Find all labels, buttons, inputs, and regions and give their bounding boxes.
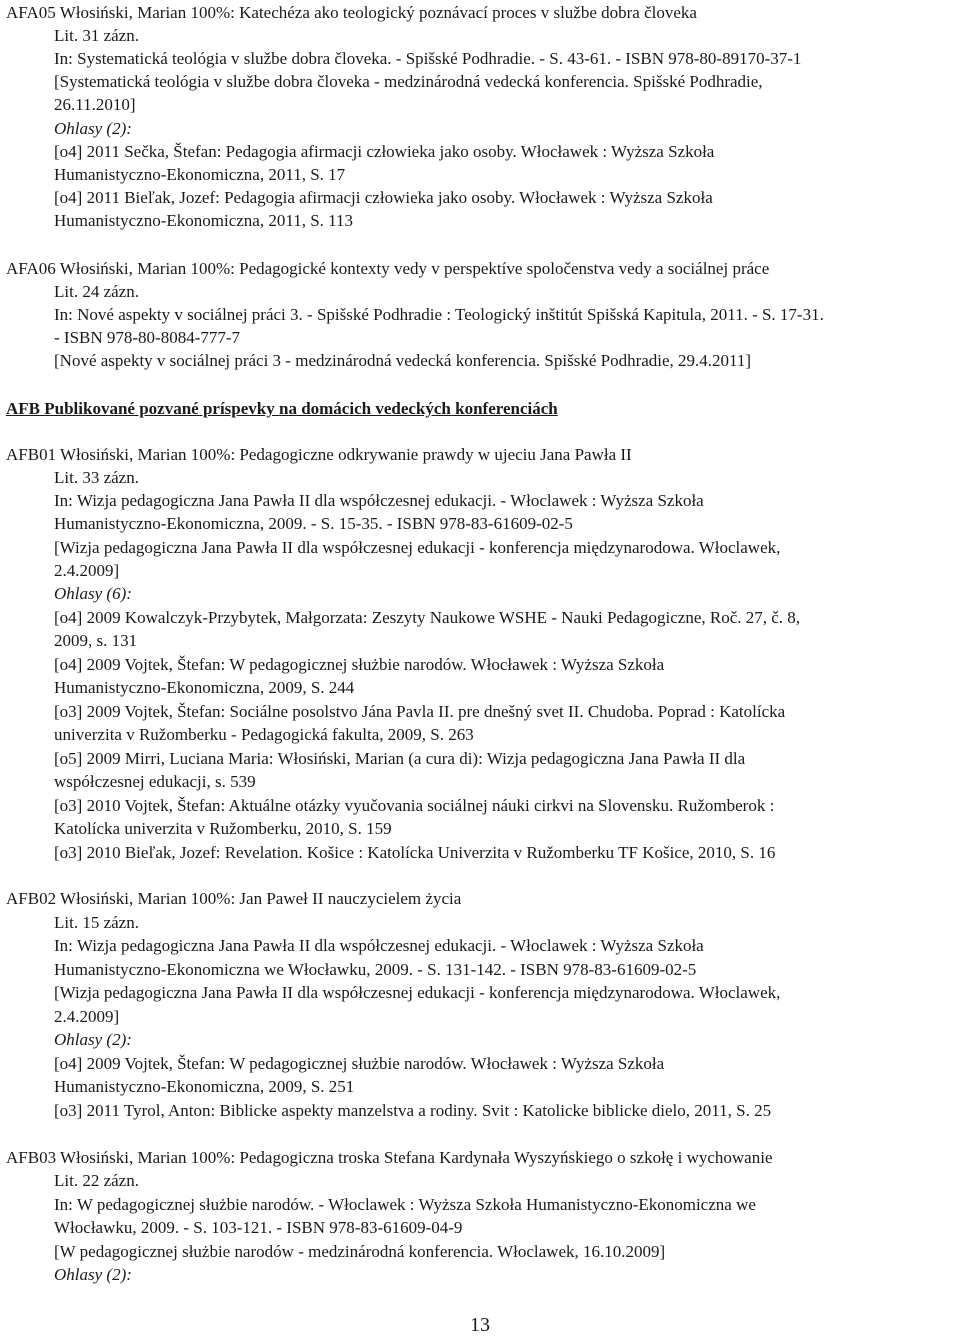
text-line: [o3] 2010 Vojtek, Štefan: Aktuálne otázky vyučovania sociálnej náuki cirkvi na Slovensku. Ružomberok : [54,796,775,815]
text-line: [o3] 2010 Bieľak, Jozef: Revelation. Košice : Katolícka Univerzita v Ružomberku TF Košice, 2010, S. 16 [54,843,776,862]
citations-label: Ohlasy (6): [54,584,132,603]
text-line: [o4] 2009 Vojtek, Štefan: W pedagogicznej służbie narodów. Włocławek : Wyższa Szkoła [54,655,665,674]
text-line: Humanistyczno-Ekonomiczna we Włocławku, 2009. - S. 131-142. - ISBN 978-83-61609-02-5 [54,960,697,979]
text-line: 26.11.2010] [54,95,136,114]
text-line: [o3] 2009 Vojtek, Štefan: Sociálne posolstvo Jána Pavla II. pre dnešný svet II. Chudoba. Poprad : Katolícka [54,702,786,721]
text-line: współczesnej edukacji, s. 539 [54,772,256,791]
text-line: In: Nové aspekty v sociálnej práci 3. - Spišské Podhradie : Teologický inštitút Spišská Kapitula, 2011. - S. 17-31. [54,305,824,324]
text-line: [o4] 2011 Bieľak, Jozef: Pedagogia afirmacji człowieka jako osoby. Włocławek : Wyższa Szkoła [54,188,713,207]
text-line: [o5] 2009 Mirri, Luciana Maria: Włosiński, Marian (a cura di): Wizja pedagogiczna Jana Pawła II dla [54,749,746,768]
text-line: univerzita v Ružomberku - Pedagogická fakulta, 2009, S. 263 [54,725,474,744]
text-line: Lit. 33 zázn. [54,468,139,487]
text-line: Lit. 15 zázn. [54,913,139,932]
text-line: In: Wizja pedagogiczna Jana Pawła II dla współczesnej edukacji. - Włoclawek : Wyższa Szkoła [54,491,704,510]
text-line: 2.4.2009] [54,561,120,580]
text-line: [o4] 2009 Kowalczyk-Przybytek, Małgorzata: Zeszyty Naukowe WSHE - Nauki Pedagogiczne, Roč. 27, č. 8, [54,608,801,627]
text-line: AFA06 Włosiński, Marian 100%: Pedagogické kontexty vedy v perspektíve spoločenstva vedy a sociálnej práce [6,259,770,278]
text-line: Humanistyczno-Ekonomiczna, 2011, S. 17 [54,165,346,184]
text-line: Humanistyczno-Ekonomiczna, 2009, S. 251 [54,1077,355,1096]
citations-label: Ohlasy (2): [54,1265,132,1284]
text-line: [Wizja pedagogiczna Jana Pawła II dla współczesnej edukacji - konferencja międzynarodowa. Włoclawek, [54,983,781,1002]
text-line: [W pedagogicznej służbie narodów - medzinárodná konferencia. Włoclawek, 16.10.2009] [54,1242,666,1261]
citations-label: Ohlasy (2): [54,1030,132,1049]
text-line: Humanistyczno-Ekonomiczna, 2011, S. 113 [54,211,354,230]
text-line: - ISBN 978-80-8084-777-7 [54,328,241,347]
text-line: [Wizja pedagogiczna Jana Pawła II dla współczesnej edukacji - konferencja międzynarodowa. Włoclawek, [54,538,781,557]
text-line: In: Systematická teológia v službe dobra človeka. - Spišské Podhradie. - S. 43-61. - ISBN 978-80-89170-37-1 [54,49,802,68]
text-line: Katolícka univerzita v Ružomberku, 2010, S. 159 [54,819,392,838]
text-line: Włocławku, 2009. - S. 103-121. - ISBN 978-83-61609-04-9 [54,1218,463,1237]
citations-label: Ohlasy (2): [54,119,132,138]
text-line: [Systematická teológia v službe dobra človeka - medzinárodná vedecká konferencia. Spišské Podhradie, [54,72,763,91]
text-line: [o4] 2009 Vojtek, Štefan: W pedagogicznej służbie narodów. Włocławek : Wyższa Szkoła [54,1054,665,1073]
text-line: In: W pedagogicznej służbie narodów. - Włoclawek : Wyższa Szkoła Humanistyczno-Ekonomiczna we [54,1195,756,1214]
text-line: [o3] 2011 Tyrol, Anton: Biblicke aspekty manzelstva a rodiny. Svit : Katolicke biblicke dielo, 2011, S. 25 [54,1101,772,1120]
text-line: [Nové aspekty v sociálnej práci 3 - medzinárodná vedecká konferencia. Spišské Podhradie, 29.4.2011] [54,351,752,370]
text-line: AFB01 Włosiński, Marian 100%: Pedagogiczne odkrywanie prawdy w ujeciu Jana Pawła II [6,445,632,464]
text-line: AFB03 Włosiński, Marian 100%: Pedagogiczna troska Stefana Kardynała Wyszyńskiego o szkołę i wychowanie [6,1148,773,1167]
page-number: 13 [470,1314,490,1336]
text-line: Humanistyczno-Ekonomiczna, 2009. - S. 15-35. - ISBN 978-83-61609-02-5 [54,514,573,533]
text-line: 2009, s. 131 [54,631,138,650]
section-heading: AFB Publikované pozvané príspevky na domácich vedeckých konferenciách [6,399,558,418]
text-line: [o4] 2011 Sečka, Štefan: Pedagogia afirmacji człowieka jako osoby. Włocławek : Wyższa Szkoła [54,142,715,161]
text-line: In: Wizja pedagogiczna Jana Pawła II dla współczesnej edukacji. - Włoclawek : Wyższa Szkoła [54,936,704,955]
text-line: AFB02 Włosiński, Marian 100%: Jan Paweł II nauczycielem życia [6,889,462,908]
text-line: Lit. 31 zázn. [54,26,139,45]
text-line: Lit. 24 zázn. [54,282,139,301]
text-line: Lit. 22 zázn. [54,1171,139,1190]
text-line: 2.4.2009] [54,1007,120,1026]
text-line: Humanistyczno-Ekonomiczna, 2009, S. 244 [54,678,355,697]
text-line: AFA05 Włosiński, Marian 100%: Katechéza ako teologický poznávací proces v službe dobra človeka [6,3,697,22]
